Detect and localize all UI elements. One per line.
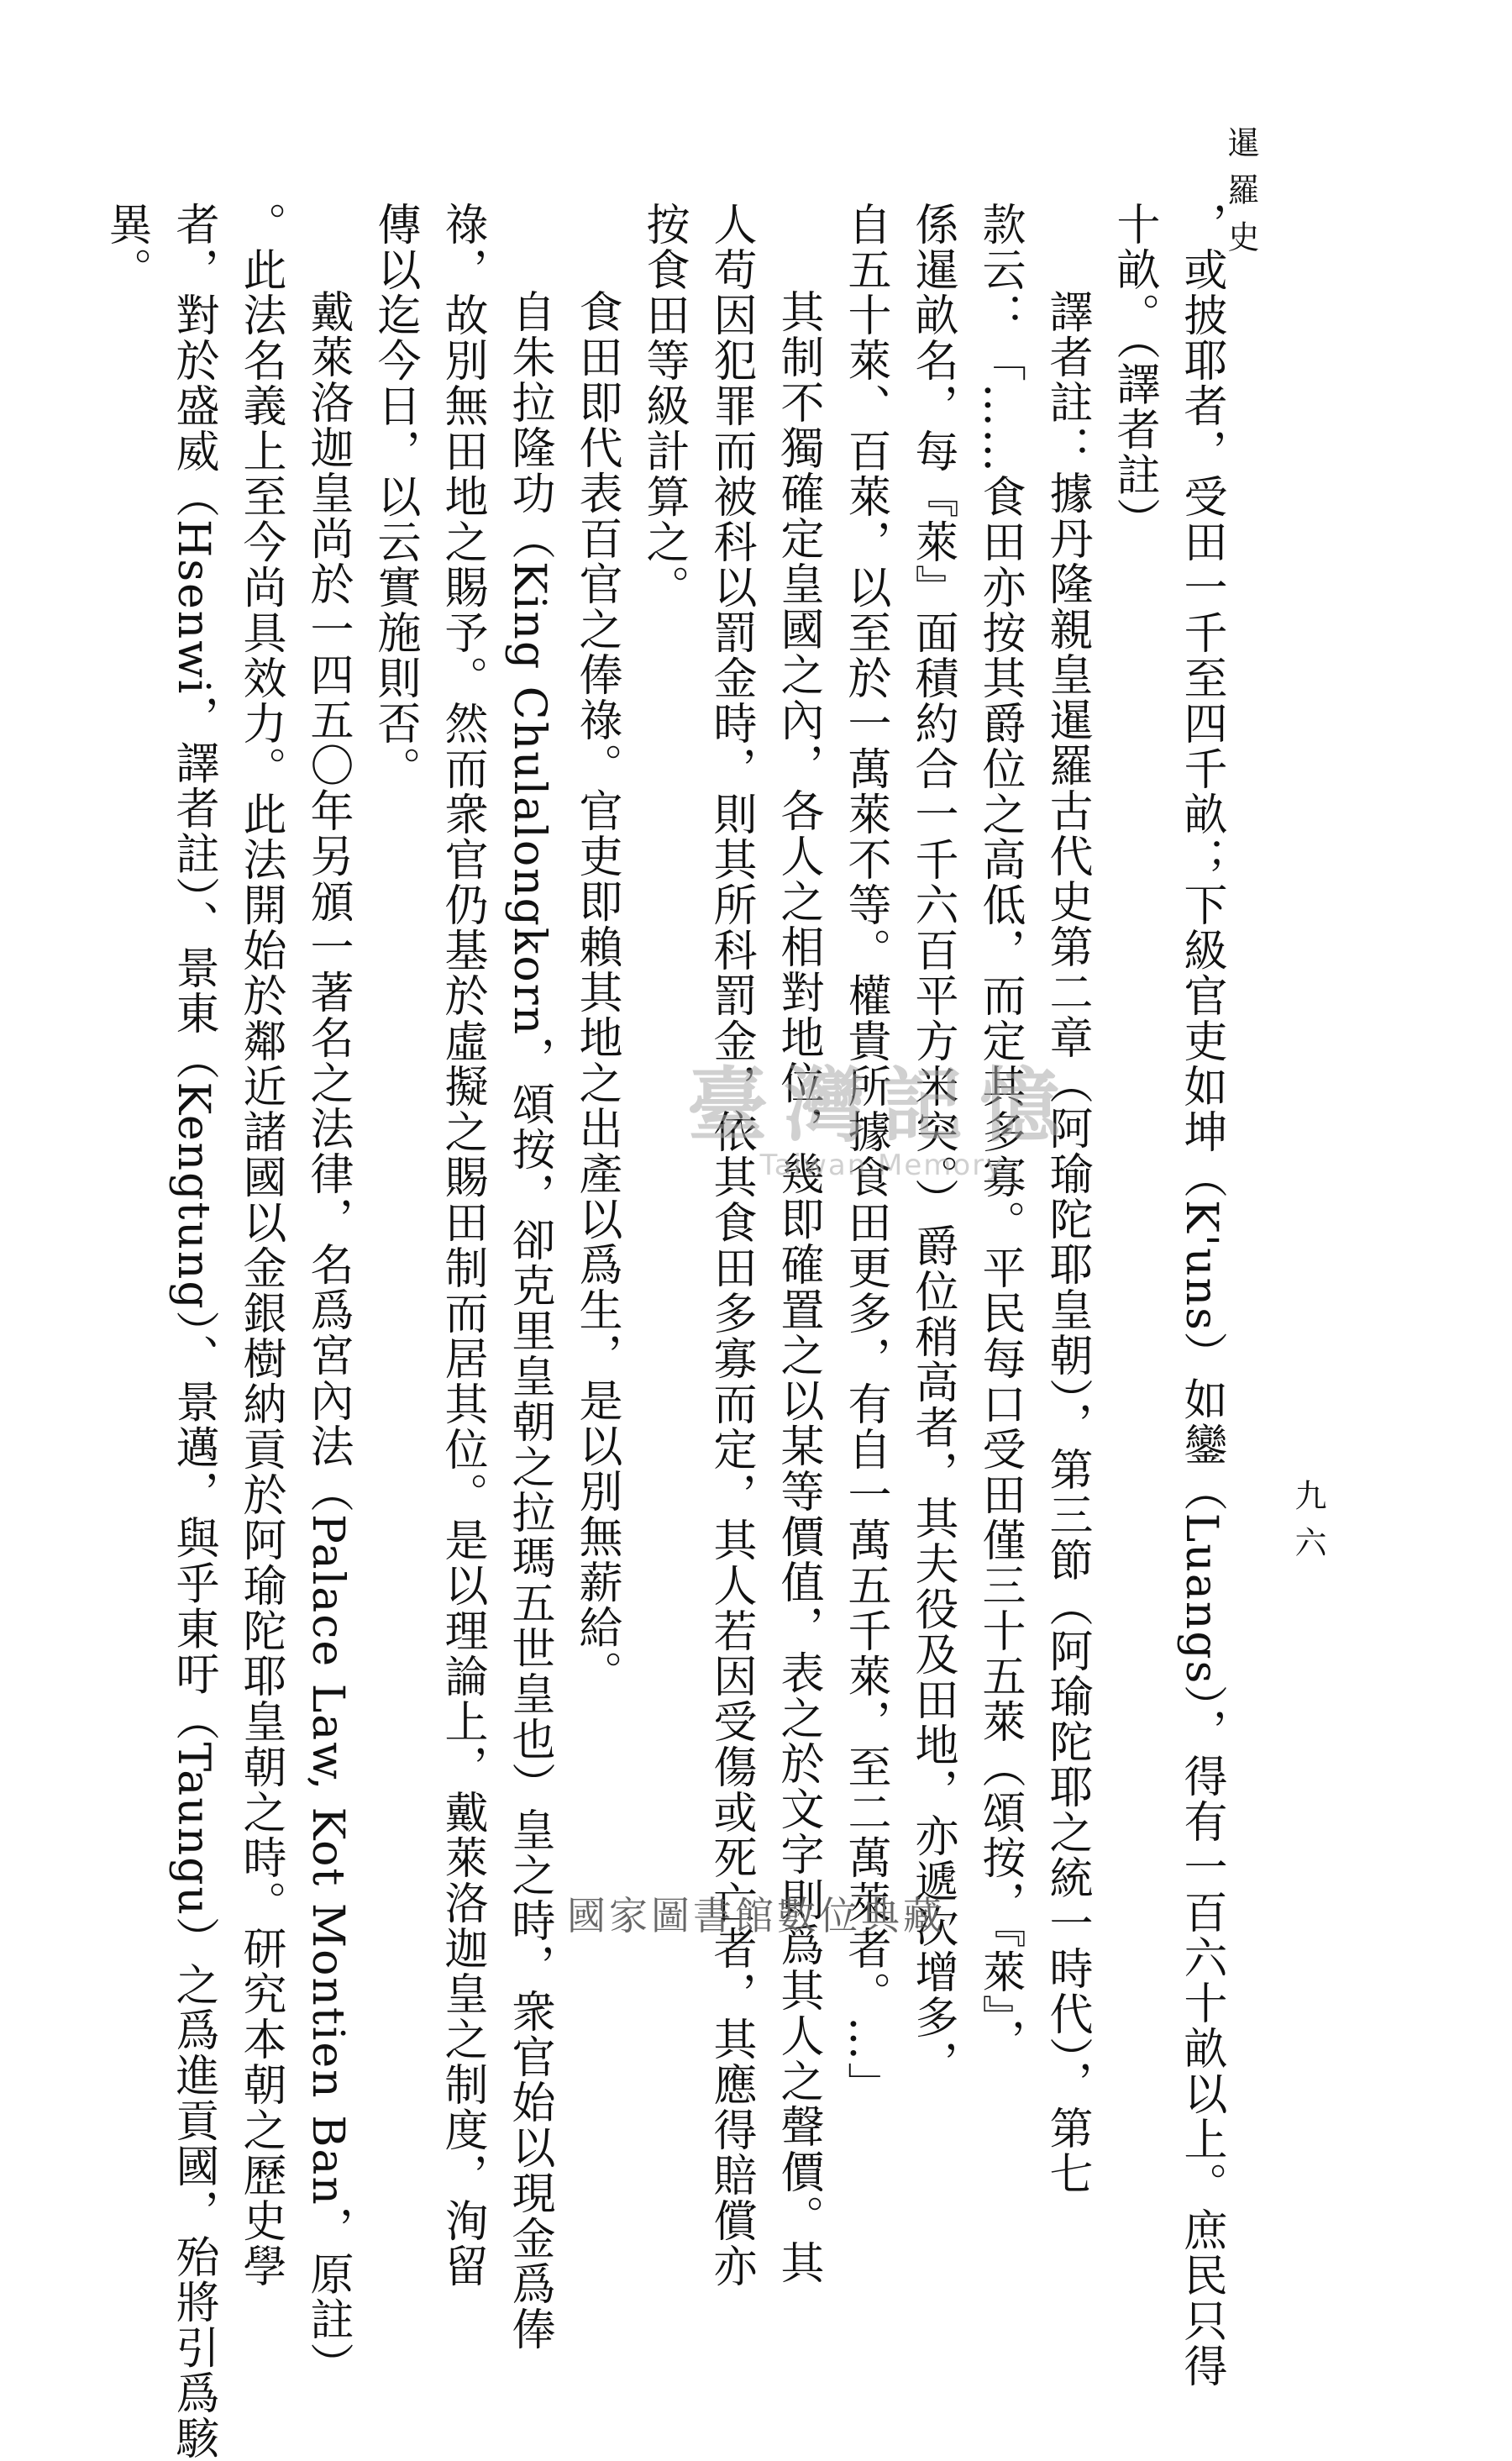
text-column: 係暹畝名，每『萊』面積約合一千六百平方米突。）爵位稍高者，其夫役及田地，亦遞次增多， [907,202,958,2085]
text-column: 自朱拉隆功（King Chulalongkorn，頌按，卻克里皇朝之拉瑪五世皇也）皇之時，衆官始以現金爲俸 [504,289,554,2353]
text-column: 者，對於盛威（Hsenwi，譯者註）、景東（Kengtung）、景邁，與乎東吁（Taungu）之爲進貢國，殆將引爲駭 [168,202,218,2461]
text-column: 款云：「……食田亦按其爵位之高低，而定其多寡。平民每口受田僅三十五萊（頌按，『萊』， [974,202,1025,2064]
text-column: 人苟因犯罪而被科以罰金時，則其所科罰金，依其食田多寡而定，其人若因受傷或死亡者，其應得賠償亦 [706,202,756,2289]
text-column: 戴萊洛迦皇尚於一四五〇年另頒一著名之法律，名爲宮內法（Palace Law, Kot Montien Ban，原註） [302,289,353,2388]
watermark-main-text: 臺灣記憶 [687,1059,1077,1153]
page-number: 九六 [1289,1479,1326,1573]
footer-credit: 國家圖書館數位典藏 [567,1893,945,1938]
watermark [580,1042,1184,1182]
text-column: 譯者註：據丹隆親皇暹羅古代史第二章（阿瑜陀耶皇朝），第三節（阿瑜陀耶之統一時代），第七 [1042,289,1092,2196]
text-column: 。此法名義上至今尚具效力。此法開始於鄰近諸國以金銀樹納貢於阿瑜陀耶皇朝之時。研究本朝之歷史學 [235,202,286,2289]
watermark-sub-text: Taiwan Memory [759,1149,1005,1182]
text-column: 自五十萊、百萊，以至於一萬萊不等。權貴所據食田更多，有自一萬五千萊，至二萬萊者。…」 [840,202,890,2107]
text-column: 食田即代表百官之俸祿。官吏即賴其地之出產以爲生，是以別無薪給。 [571,289,622,1696]
text-column: ，或披耶者，受田一千至四千畝；下級官吏如坤（K'uns）如鑾（Luangs），得有一百六十畝以上。庶民只得 [1176,202,1226,2390]
text-column: 異。 [101,202,151,292]
text-column: 傳以迄今日，以云實施則否。 [370,202,420,791]
text-column: 祿，故別無田地之賜予。然而衆官仍基於虛擬之賜田制而居其位。是以理論上，戴萊洛迦皇之制度，洵留 [437,202,487,2289]
text-column: 按食田等級計算之。 [638,202,689,610]
text-column: 十畝。（譯者註） [1109,202,1159,543]
running-title: 暹羅史 [1222,126,1259,267]
text-column: 其制不獨確定皇國之內，各人之相對地位，幾即確置之以某等價值，表之於文字則爲其人之聲價。其 [773,289,823,2285]
